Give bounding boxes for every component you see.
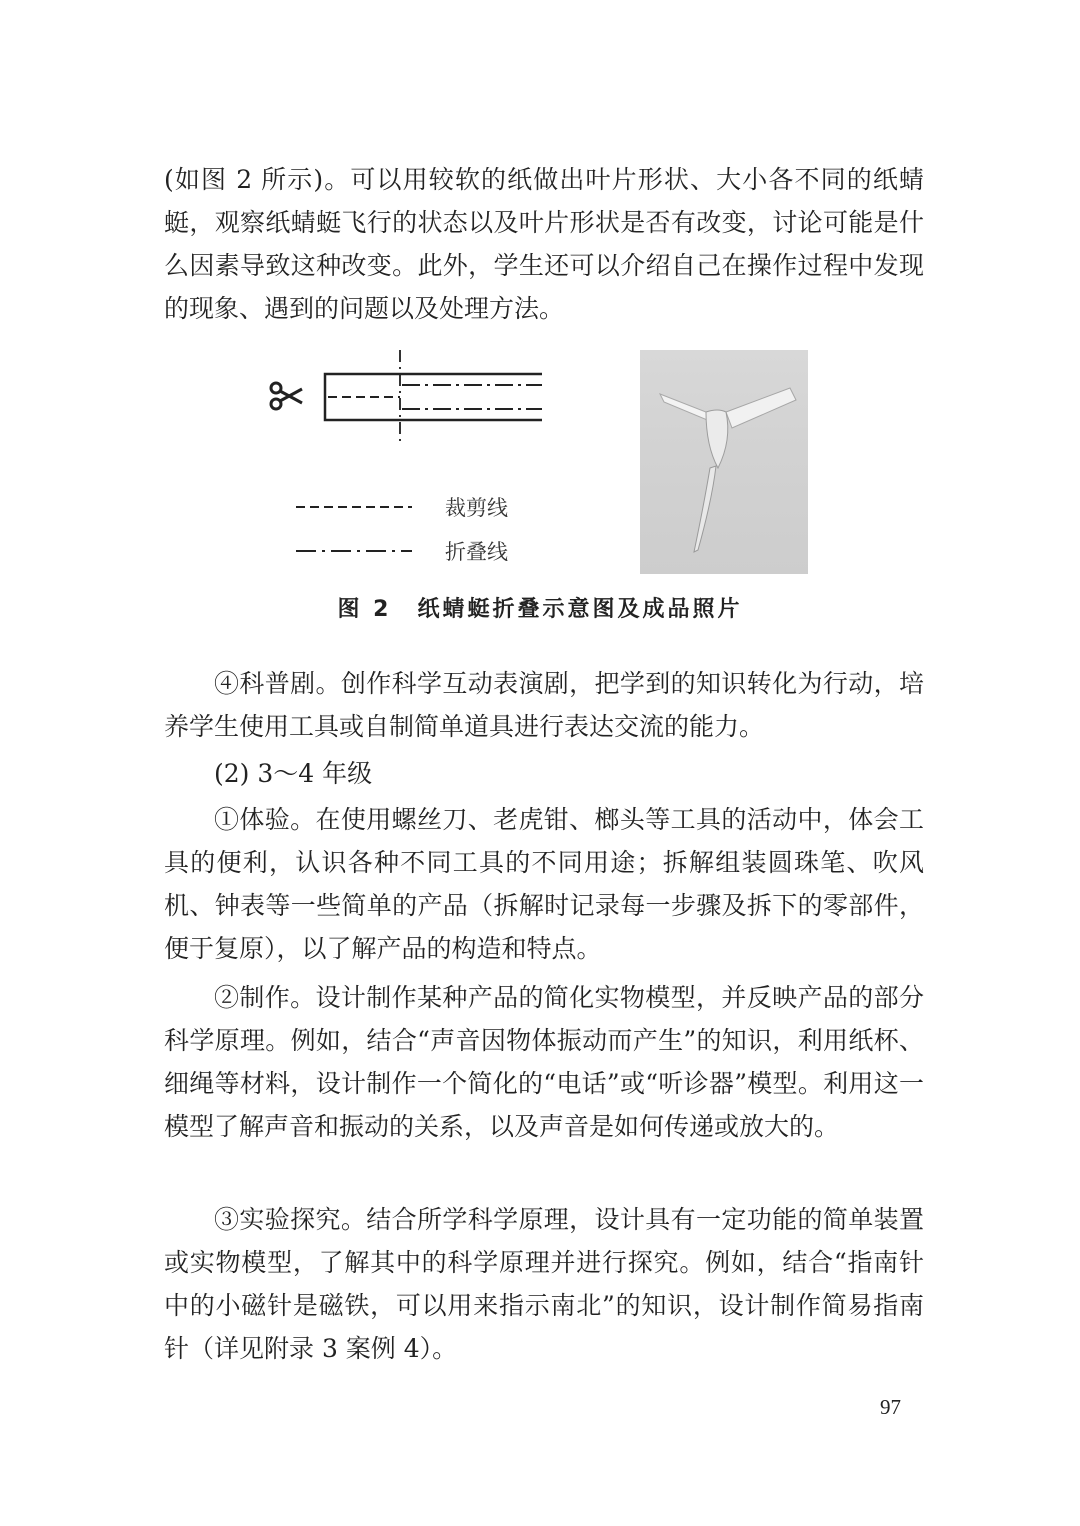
scissors-icon: [271, 383, 302, 409]
paragraph-experiment: ③实验探究。结合所学科学原理，设计具有一定功能的简单装置或实物模型，了解其中的科学原理并进行探究。例如，结合“指南针中的小磁针是磁铁，可以用来指示南北”的知识，设计制作简易指南针（详见附录 3 案例 4）。: [164, 1205, 924, 1363]
folding-diagram: [262, 345, 542, 579]
paragraph-making: ②制作。设计制作某种产品的简化实物模型，并反映产品的部分科学原理。例如，结合“声音因物体振动而产生”的知识，利用纸杯、细绳等材料，设计制作一个简化的“电话”或“听诊器”模型。利用这一模型了解声音和振动的关系，以及声音是如何传递或放大的。: [164, 983, 924, 1141]
paragraph-experience: ①体验。在使用螺丝刀、老虎钳、榔头等工具的活动中，体会工具的便利，认识各种不同工具的不同用途；拆解组装圆珠笔、吹风机、钟表等一些简单的产品（拆解时记录每一步骤及拆下的零部件，便于复原），以了解产品的构造和特点。: [164, 805, 924, 963]
paragraph-science-drama: ④科普剧。创作科学互动表演剧，把学到的知识转化为行动，培养学生使用工具或自制简单道具进行表达交流的能力。: [164, 669, 924, 741]
figure-caption-number: 图 2: [337, 597, 392, 622]
figure-caption: [0, 592, 1080, 623]
legend-cut-label: 裁剪线: [445, 496, 508, 520]
paper-dragonfly-photo: [640, 350, 808, 574]
figure-caption-text: 纸蜻蜓折叠示意图及成品照片: [417, 597, 743, 622]
page-number: 97: [880, 1395, 901, 1419]
legend-fold-label: 折叠线: [445, 540, 508, 564]
paragraph-paper-dragonfly: (如图 2 所示)。可以用较软的纸做出叶片形状、大小各不同的纸蜻蜓，观察纸蜻蜓飞行的状态以及叶片形状是否有改变，讨论可能是什么因素导致这种改变。此外，学生还可以介绍自己在操作过程中发现的现象、遇到的问题以及处理方法。: [164, 165, 924, 323]
paragraph-grade-heading: (2) 3～4 年级: [214, 759, 373, 788]
